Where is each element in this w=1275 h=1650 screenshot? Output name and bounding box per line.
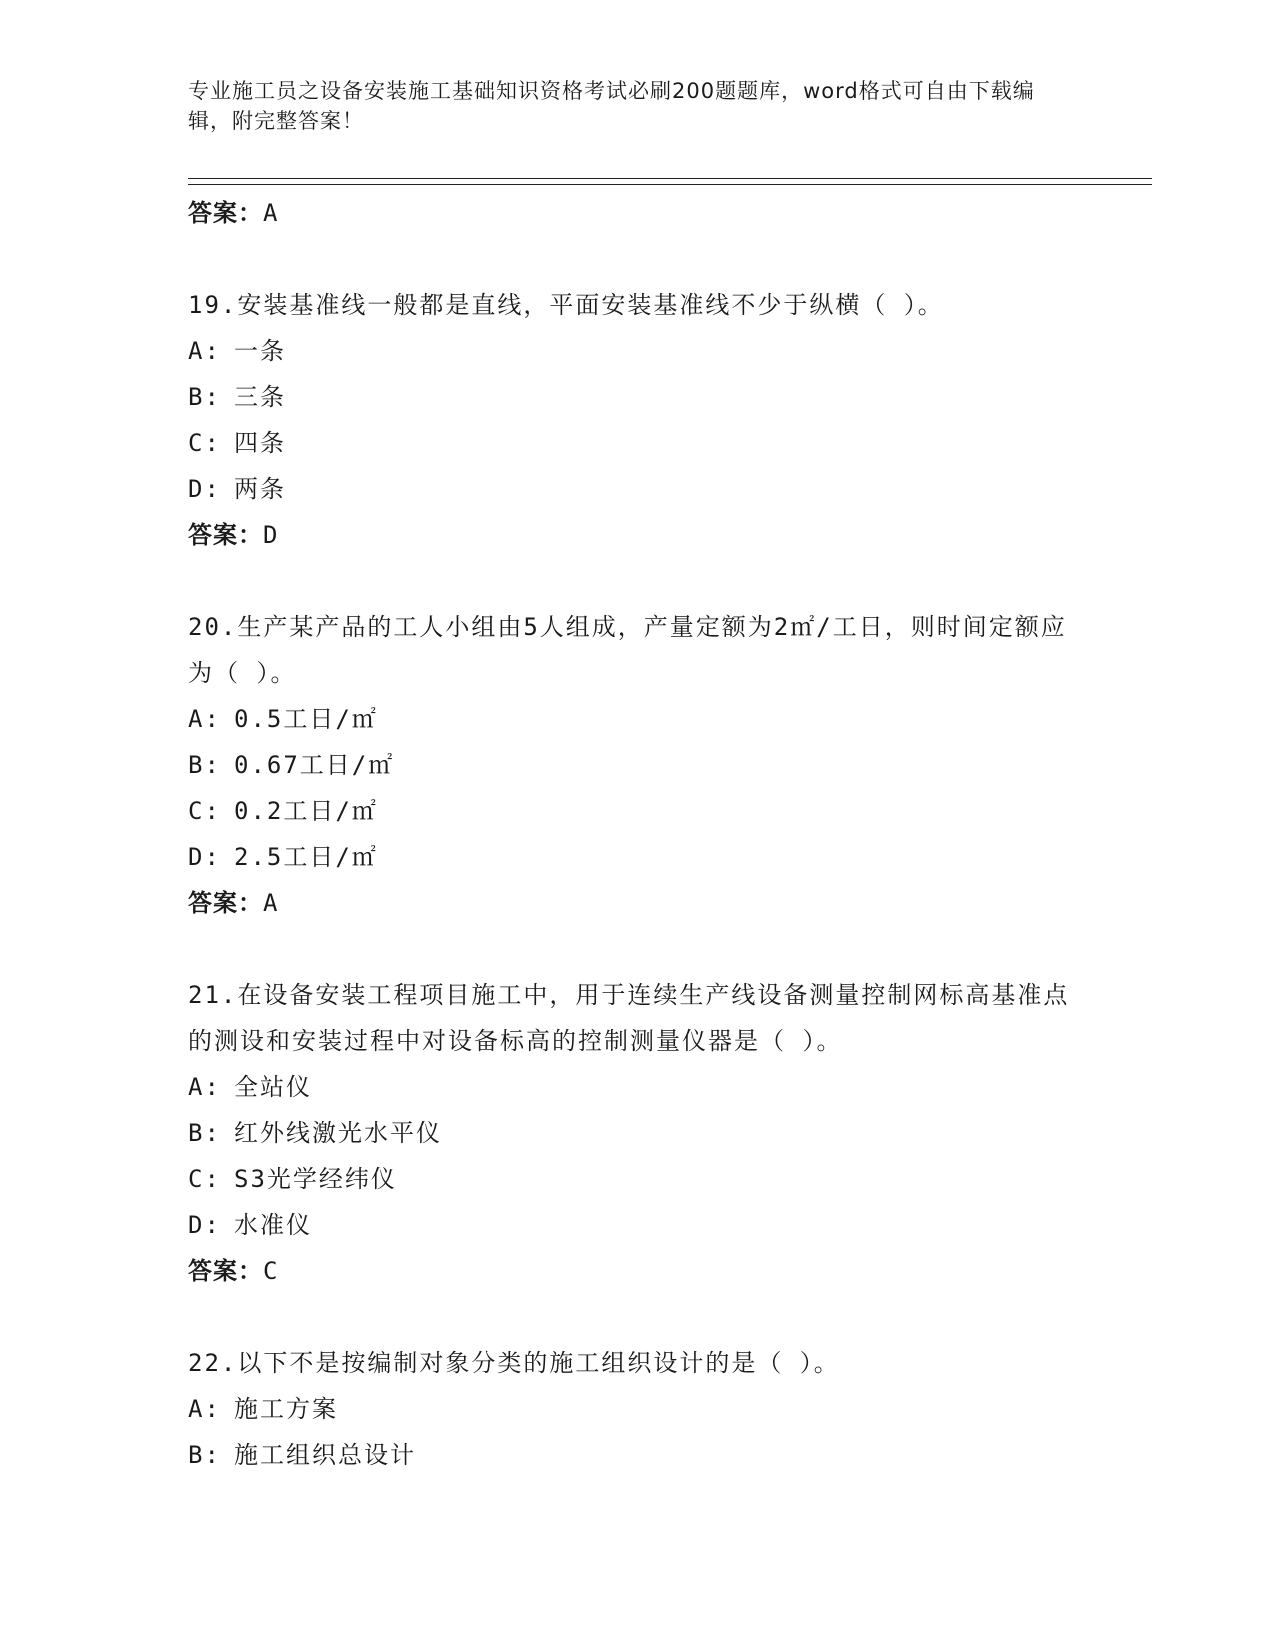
option-c [188, 788, 1088, 834]
option-letter: A: [188, 1395, 221, 1423]
option-b [188, 742, 1088, 788]
option-text: 一条 [234, 337, 286, 365]
option-d [188, 1202, 1088, 1248]
header-divider-top [188, 178, 1152, 179]
answer-value: A [263, 889, 279, 917]
option-text: 0.67工日/㎡ [234, 751, 395, 779]
option-letter: B: [188, 383, 221, 411]
answer-line [188, 512, 1088, 558]
option-text: S3光学经纬仪 [234, 1165, 397, 1193]
option-letter: A: [188, 705, 221, 733]
option-a [188, 1064, 1088, 1110]
answer-label: 答案： [188, 889, 263, 917]
option-text: 全站仪 [234, 1073, 312, 1101]
option-a [188, 1386, 1088, 1432]
option-letter: B: [188, 1441, 221, 1469]
option-c [188, 1156, 1088, 1202]
option-text: 水准仪 [234, 1211, 312, 1239]
answer-label: 答案： [188, 521, 263, 549]
option-letter: D: [188, 1211, 221, 1239]
question-19 [188, 282, 1088, 558]
previous-answer [188, 190, 1088, 236]
option-letter: C: [188, 797, 221, 825]
answer-value: C [263, 1257, 279, 1285]
answer-line [188, 1248, 1088, 1294]
header-text: 专业施工员之设备安装施工基础知识资格考试必刷200题题库，word格式可自由下载编辑，附完整答案！ [188, 79, 1035, 133]
option-a [188, 696, 1088, 742]
option-text: 两条 [234, 475, 286, 503]
option-b [188, 1432, 1088, 1478]
option-text: 施工组织总设计 [234, 1441, 416, 1469]
question-stem: 21.在设备安装工程项目施工中，用于连续生产线设备测量控制网标高基准点的测设和安装过程中对设备标高的控制测量仪器是（ ）。 [188, 981, 1070, 1055]
option-text: 施工方案 [234, 1395, 338, 1423]
question-21 [188, 972, 1088, 1294]
option-a [188, 328, 1088, 374]
option-d [188, 466, 1088, 512]
option-text: 0.5工日/㎡ [234, 705, 378, 733]
option-letter: C: [188, 1165, 221, 1193]
option-c [188, 420, 1088, 466]
option-letter: B: [188, 751, 221, 779]
option-letter: D: [188, 475, 221, 503]
answer-value: D [263, 521, 279, 549]
answer-value: A [263, 199, 279, 227]
option-letter: B: [188, 1119, 221, 1147]
option-b [188, 374, 1088, 420]
option-letter: C: [188, 429, 221, 457]
option-letter: D: [188, 843, 221, 871]
question-22 [188, 1340, 1088, 1478]
option-text: 红外线激光水平仪 [234, 1119, 442, 1147]
option-text: 0.2工日/㎡ [234, 797, 378, 825]
option-text: 三条 [234, 383, 286, 411]
answer-label: 答案： [188, 199, 263, 227]
option-letter: A: [188, 337, 221, 365]
option-d [188, 834, 1088, 880]
option-letter: A: [188, 1073, 221, 1101]
question-stem: 20.生产某产品的工人小组由5人组成，产量定额为2㎡/工日，则时间定额应为（ ）。 [188, 613, 1067, 687]
answer-label: 答案： [188, 1257, 263, 1285]
question-stem: 22.以下不是按编制对象分类的施工组织设计的是（ ）。 [188, 1349, 840, 1377]
option-text: 四条 [234, 429, 286, 457]
header-divider-bottom [188, 184, 1152, 185]
option-text: 2.5工日/㎡ [234, 843, 378, 871]
document-header [188, 76, 1068, 136]
question-list [188, 190, 1088, 1478]
answer-line [188, 880, 1088, 926]
option-b [188, 1110, 1088, 1156]
question-stem: 19.安装基准线一般都是直线，平面安装基准线不少于纵横（ ）。 [188, 291, 944, 319]
question-20 [188, 604, 1088, 926]
